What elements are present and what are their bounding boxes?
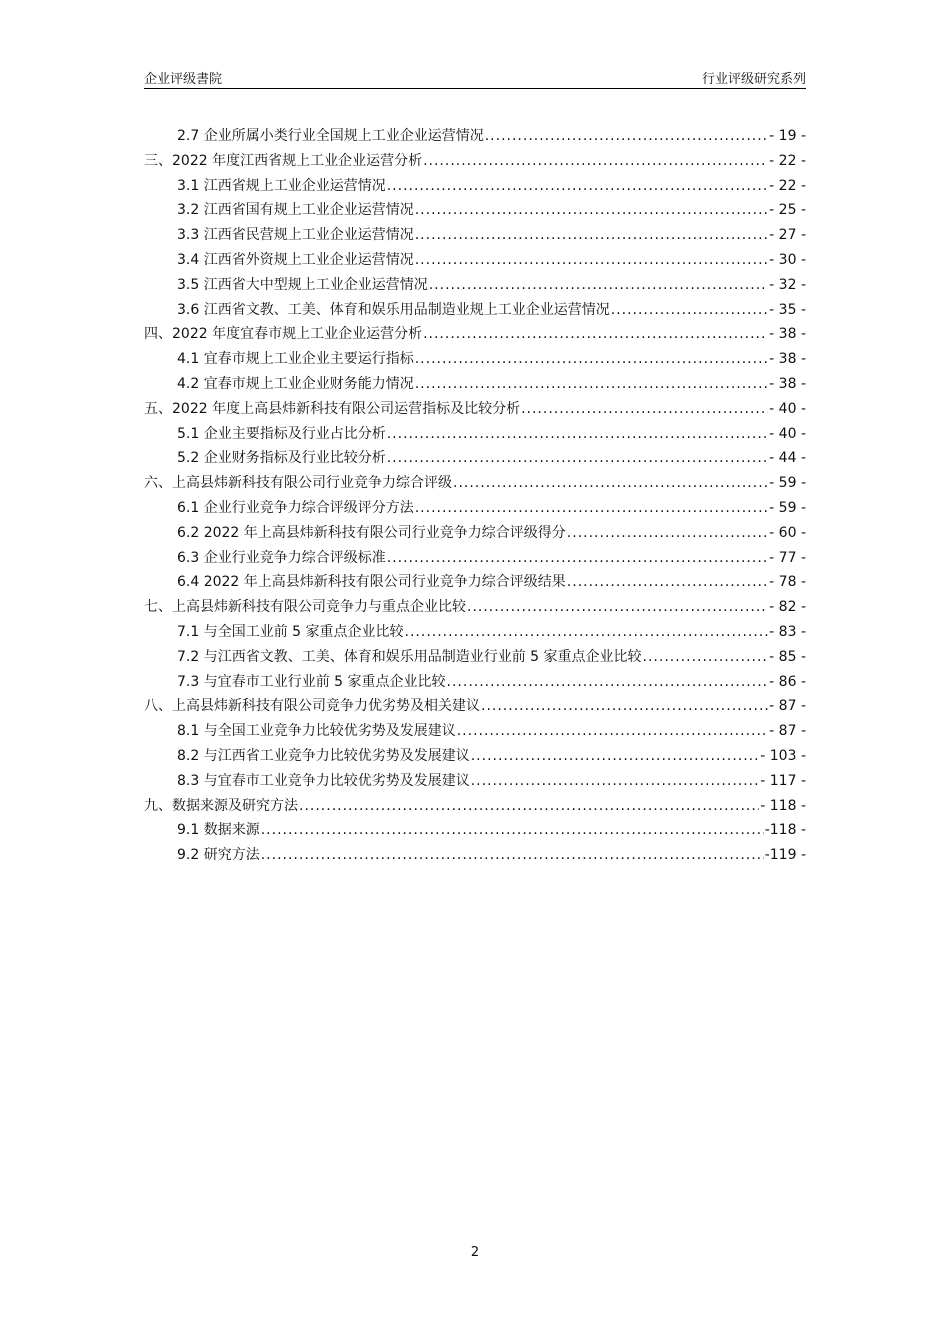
toc-entry-title: 七、上高县炜新科技有限公司竞争力与重点企业比较 xyxy=(144,599,466,616)
toc-entry-page: - 85 - xyxy=(769,648,806,665)
toc-leader-dots xyxy=(423,322,768,347)
toc-entry-page: - 22 - xyxy=(769,177,806,194)
toc-leader-dots xyxy=(471,769,760,794)
toc-leader-dots xyxy=(521,397,768,422)
toc-leader-dots xyxy=(261,843,764,868)
toc-entry[interactable] xyxy=(144,620,806,645)
toc-entry[interactable] xyxy=(144,769,806,794)
toc-entry-page: - 60 - xyxy=(769,524,806,541)
toc-leader-dots xyxy=(415,223,768,248)
toc-entry-title: 六、上高县炜新科技有限公司行业竞争力综合评级 xyxy=(144,475,452,492)
toc-entry-page: - 38 - xyxy=(769,351,806,368)
toc-entry-page: - 78 - xyxy=(769,574,806,591)
toc-entry[interactable] xyxy=(144,124,806,149)
toc-leader-dots xyxy=(387,446,768,471)
page-header xyxy=(144,66,806,89)
toc-entry-title: 4.1 宜春市规上工业企业主要运行指标 xyxy=(177,351,414,368)
toc-leader-dots xyxy=(485,124,768,149)
toc-entry[interactable] xyxy=(144,471,806,496)
toc-entry[interactable] xyxy=(144,496,806,521)
toc-leader-dots xyxy=(415,248,768,273)
toc-entry-page: - 38 - xyxy=(769,326,806,343)
toc-entry-title: 3.2 江西省国有规上工业企业运营情况 xyxy=(177,202,414,219)
toc-entry[interactable] xyxy=(144,422,806,447)
toc-entry[interactable] xyxy=(144,273,806,298)
toc-entry[interactable] xyxy=(144,149,806,174)
toc-leader-dots xyxy=(423,149,768,174)
toc-entry-page: - 117 - xyxy=(760,772,806,789)
toc-leader-dots xyxy=(415,198,768,223)
toc-leader-dots xyxy=(567,570,768,595)
toc-leader-dots xyxy=(481,694,768,719)
toc-entry-page: - 30 - xyxy=(769,251,806,268)
toc-leader-dots xyxy=(643,645,769,670)
toc-entry[interactable] xyxy=(144,570,806,595)
toc-entry-page: - 59 - xyxy=(769,475,806,492)
toc-entry-title: 6.3 企业行业竞争力综合评级标准 xyxy=(177,549,386,566)
toc-leader-dots xyxy=(387,546,768,571)
toc-entry[interactable] xyxy=(144,546,806,571)
toc-leader-dots xyxy=(447,670,769,695)
toc-entry-page: - 83 - xyxy=(769,623,806,640)
toc-entry-title: 9.2 研究方法 xyxy=(177,847,260,864)
toc-leader-dots xyxy=(567,521,768,546)
toc-entry-title: 9.1 数据来源 xyxy=(177,822,260,839)
toc-entry-title: 8.2 与江西省工业竞争力比较优劣势及发展建议 xyxy=(177,747,470,764)
toc-leader-dots xyxy=(415,372,768,397)
toc-leader-dots xyxy=(405,620,769,645)
toc-entry-page: - 25 - xyxy=(769,202,806,219)
toc-leader-dots xyxy=(453,471,768,496)
toc-entry[interactable] xyxy=(144,322,806,347)
toc-entry-page: - 87 - xyxy=(769,698,806,715)
toc-entry[interactable] xyxy=(144,818,806,843)
toc-entry-title: 8.3 与宜春市工业竞争力比较优劣势及发展建议 xyxy=(177,772,470,789)
header-left-text: 企业评级書院 xyxy=(144,72,223,87)
toc-entry-title: 5.2 企业财务指标及行业比较分析 xyxy=(177,450,386,467)
toc-entry-page: - 59 - xyxy=(769,499,806,516)
toc-leader-dots xyxy=(261,818,764,843)
toc-entry-title: 2.7 企业所属小类行业全国规上工业企业运营情况 xyxy=(177,128,484,144)
toc-entry-title: 5.1 企业主要指标及行业占比分析 xyxy=(177,425,386,442)
toc-leader-dots xyxy=(471,744,760,769)
toc-entry-title: 八、上高县炜新科技有限公司竞争力优劣势及相关建议 xyxy=(144,698,480,715)
toc-leader-dots xyxy=(467,595,768,620)
toc-entry[interactable] xyxy=(144,446,806,471)
table-of-contents xyxy=(144,124,806,868)
toc-entry-page: - 118 - xyxy=(760,797,806,814)
toc-entry[interactable] xyxy=(144,645,806,670)
toc-entry-page: - 19 - xyxy=(769,128,806,144)
toc-entry[interactable] xyxy=(144,670,806,695)
toc-entry-title: 3.5 江西省大中型规上工业企业运营情况 xyxy=(177,276,428,293)
toc-leader-dots xyxy=(387,174,768,199)
toc-entry[interactable] xyxy=(144,744,806,769)
toc-entry-page: - 40 - xyxy=(769,425,806,442)
toc-entry[interactable] xyxy=(144,595,806,620)
header-right-text: 行业评级研究系列 xyxy=(701,72,806,87)
toc-entry-title: 3.6 江西省文教、工美、体育和娱乐用品制造业规上工业企业运营情况 xyxy=(177,301,610,318)
toc-entry-title: 3.3 江西省民营规上工业企业运营情况 xyxy=(177,227,414,244)
toc-entry-page: - 77 - xyxy=(769,549,806,566)
toc-entry-title: 3.4 江西省外资规上工业企业运营情况 xyxy=(177,251,414,268)
toc-entry[interactable] xyxy=(144,397,806,422)
toc-entry-title: 6.1 企业行业竞争力综合评级评分方法 xyxy=(177,499,414,516)
toc-entry-page: - 103 - xyxy=(760,747,806,764)
toc-leader-dots xyxy=(415,347,768,372)
toc-entry-page: - 32 - xyxy=(769,276,806,293)
toc-entry[interactable] xyxy=(144,719,806,744)
toc-entry-title: 7.3 与宜春市工业行业前 5 家重点企业比较 xyxy=(177,673,446,690)
toc-entry-title: 九、数据来源及研究方法 xyxy=(144,797,298,814)
toc-entry[interactable] xyxy=(144,694,806,719)
toc-entry[interactable] xyxy=(144,843,806,868)
toc-leader-dots xyxy=(415,496,768,521)
toc-leader-dots xyxy=(611,298,768,323)
toc-entry-title: 7.1 与全国工业前 5 家重点企业比较 xyxy=(177,623,404,640)
toc-entry-page: - 22 - xyxy=(769,152,806,169)
page-number: 2 xyxy=(470,1245,480,1260)
toc-entry-page: -119 - xyxy=(764,847,806,864)
toc-entry[interactable] xyxy=(144,223,806,248)
toc-entry[interactable] xyxy=(144,794,806,819)
toc-entry-page: - 38 - xyxy=(769,375,806,392)
toc-entry[interactable] xyxy=(144,298,806,323)
toc-entry-page: - 82 - xyxy=(769,599,806,616)
toc-entry[interactable] xyxy=(144,347,806,372)
toc-entry-title: 3.1 江西省规上工业企业运营情况 xyxy=(177,177,386,194)
toc-entry[interactable] xyxy=(144,521,806,546)
toc-entry-title: 四、2022 年度宜春市规上工业企业运营分析 xyxy=(144,326,423,343)
toc-entry-title: 6.2 2022 年上高县炜新科技有限公司行业竞争力综合评级得分 xyxy=(177,524,566,541)
toc-entry-page: - 27 - xyxy=(769,227,806,244)
toc-leader-dots xyxy=(387,422,768,447)
toc-entry-page: - 44 - xyxy=(769,450,806,467)
toc-entry-title: 4.2 宜春市规上工业企业财务能力情况 xyxy=(177,375,414,392)
toc-entry[interactable] xyxy=(144,372,806,397)
toc-entry-page: - 86 - xyxy=(769,673,806,690)
toc-entry[interactable] xyxy=(144,198,806,223)
toc-entry-page: - 40 - xyxy=(769,400,806,417)
toc-entry-page: - 35 - xyxy=(769,301,806,318)
toc-entry-page: -118 - xyxy=(764,822,806,839)
toc-leader-dots xyxy=(299,794,759,819)
toc-leader-dots xyxy=(429,273,768,298)
toc-entry[interactable] xyxy=(144,174,806,199)
toc-entry[interactable] xyxy=(144,248,806,273)
toc-entry-title: 6.4 2022 年上高县炜新科技有限公司行业竞争力综合评级结果 xyxy=(177,574,566,591)
toc-entry-page: - 87 - xyxy=(769,723,806,740)
toc-entry-title: 三、2022 年度江西省规上工业企业运营分析 xyxy=(144,152,423,169)
toc-leader-dots xyxy=(457,719,768,744)
toc-entry-title: 五、2022 年度上高县炜新科技有限公司运营指标及比较分析 xyxy=(144,400,521,417)
toc-entry-title: 7.2 与江西省文教、工美、体育和娱乐用品制造业行业前 5 家重点企业比较 xyxy=(177,648,642,665)
toc-entry-title: 8.1 与全国工业竞争力比较优劣势及发展建议 xyxy=(177,723,456,740)
